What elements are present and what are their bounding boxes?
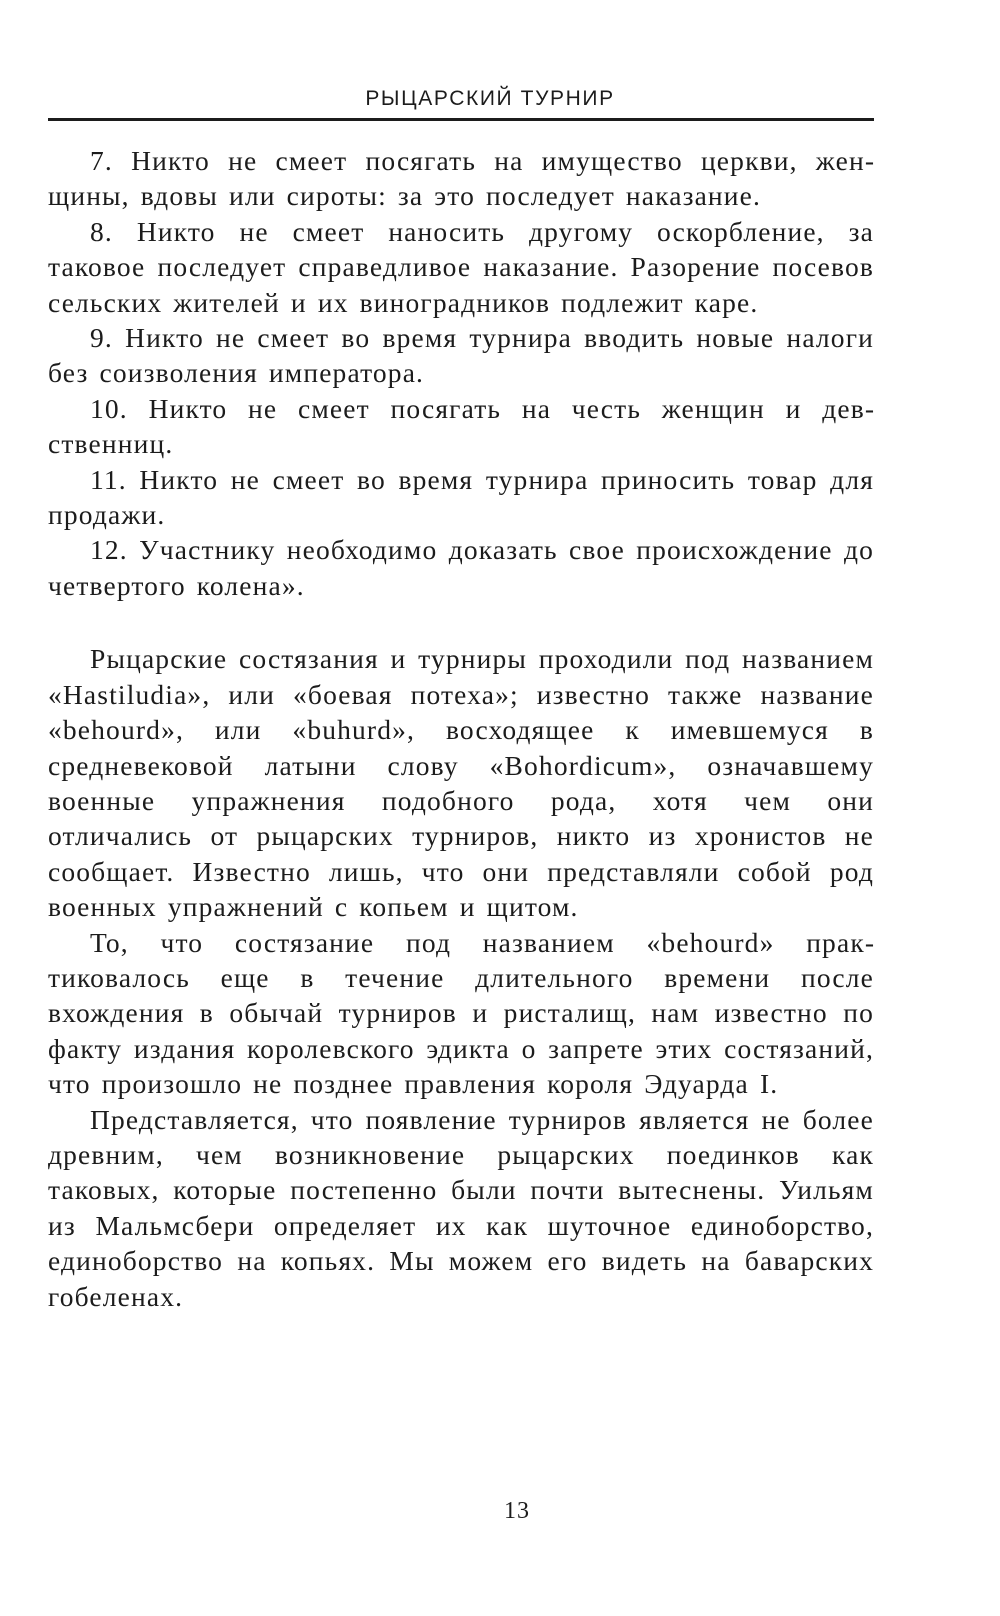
paragraph-hastiludia: Рыцарские состязания и турниры проходили под названием «Hastiludia», или «боевая потеха»; известно также название «behourd», или «buhurd», восходящее к имевшемуся в средневековой латыни слову «Bohordicum», означавшему военные упражнения подобного рода, хотя чем они отличались от рыцарских турниров, никто из хронистов не сообщает. Известно лишь, что они представляли собой род военных упражнений с копьем и щитом. [48,643,874,923]
rule-item-11: 11. Никто не смеет во время турнира приносить товар для продажи. [48,463,874,531]
header-rule [48,118,874,121]
rule-item-10: 10. Никто не смеет посягать на честь женщин и девственниц. [48,392,874,460]
rule-item-7: 7. Никто не смеет посягать на имущество церкви, женщины, вдовы или сироты: за это последует наказание. [48,145,874,212]
main-text [48,641,874,1314]
rule-item-12: 12. Участнику необходимо доказать свое происхождение до четвертого колена». [48,534,874,601]
paragraph-behourd: То, что состязание под названием «behourd» практиковалось еще в течение длительного времени после вхождения в обычай турниров и ристалищ, нам известно по факту издания королевского эдикта о запрете этих состязаний, что произошло не позднее правления короля Эдуарда I. [48,926,874,1100]
tournament-rules-list [48,143,874,603]
rule-item-8: 8. Никто не смеет наносить другому оскорбление, за таковое последует справедливое наказание. Разорение посевов сельских жителей и их виноградников подлежит каре. [48,215,874,318]
rule-item-9: 9. Никто не смеет во время турнира вводить новые налоги без соизволения императора. [48,322,874,389]
running-title: РЫЦАРСКИЙ ТУРНИР [365,87,615,110]
page-number: 13 [504,1498,530,1524]
paragraph-tournament-origin: Представляется, что появление турниров является не более древним, чем возникновение рыцарских поединков как таковых, которые постепенно были почти вытеснены. Уильям из Мальмсбери определяет их как шуточное единоборство, единоборство на копьях. Мы можем его видеть на баварских гобеленах. [48,1103,874,1312]
book-page [48,84,874,1314]
